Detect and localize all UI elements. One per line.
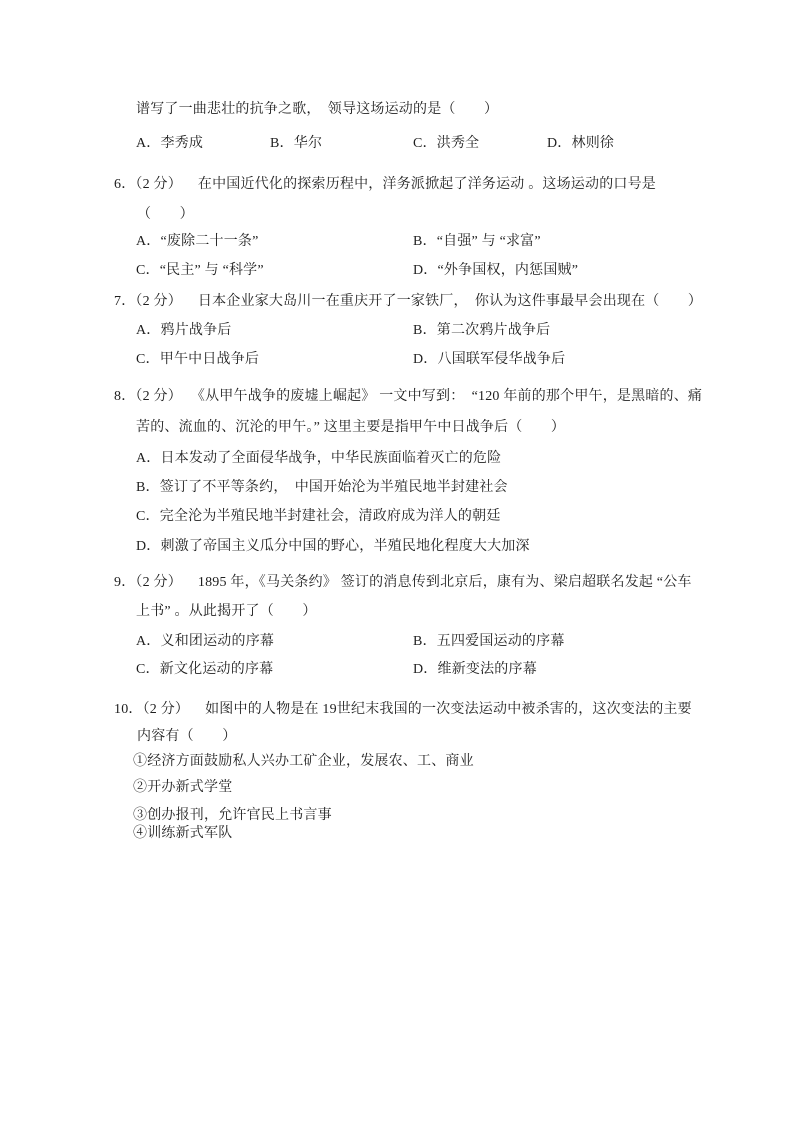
question-8-line-1	[114, 387, 702, 406]
question-8-option-a: A．日本发动了全面侵华战争，中华民族面临着灭亡的危险	[136, 451, 502, 466]
question-8-stem-line-2: 苦的、流血的、沉沦的甲午。” 这里主要是指甲午中日战争后（ ）	[136, 420, 566, 435]
question-7-number: 7．（2 分）	[114, 294, 182, 309]
question-10-item-1: ①经济方面鼓励私人兴办工矿企业，发展农、工、商业	[133, 754, 474, 769]
question-8-option-c: C．完全沦为半殖民地半封建社会，清政府成为洋人的朝廷	[136, 509, 501, 524]
question-6-line-1	[114, 175, 656, 194]
question-9-option-b: B．五四爱国运动的序幕	[413, 634, 565, 649]
question-7-option-d: D．八国联军侵华战争后	[413, 352, 566, 367]
question-7-stem: 日本企业家大岛川一在重庆开了一家铁厂， 你认为这件事最早会出现在（ ）	[197, 294, 703, 309]
question-8-number: 8．（2 分）	[114, 389, 182, 404]
question-6-option-d: D．“外争国权，内惩国贼”	[413, 263, 579, 278]
question-10-item-2: ②开办新式学堂	[133, 780, 233, 795]
question-8-option-d: D．刺激了帝国主义瓜分中国的野心，半殖民地化程度大大加深	[136, 539, 530, 554]
question-6-stem-line-2: （ ）	[137, 207, 194, 222]
question-5-option-b: B．华尔	[270, 136, 323, 151]
question-5-option-d: D．林则徐	[547, 136, 615, 151]
question-9-number: 9．（2 分）	[114, 575, 182, 590]
question-8-option-b: B．签订了不平等条约， 中国开始沦为半殖民地半封建社会	[136, 480, 508, 495]
question-9-stem-line-2: 上书” 。从此揭开了（ ）	[136, 604, 317, 619]
question-10-line-1	[114, 700, 692, 719]
question-6-stem: 在中国近代化的探索历程中，洋务派掀起了洋务运动 。这场运动的口号是	[197, 177, 657, 192]
question-6-option-c: C．“民主” 与 “科学”	[136, 263, 264, 278]
question-9-line-1	[114, 573, 692, 592]
question-5-stem-continuation: 谱写了一曲悲壮的抗争之歌， 领导这场运动的是（ ）	[136, 102, 499, 117]
question-6-number: 6．（2 分）	[114, 177, 182, 192]
question-7-option-a: A．鸦片战争后	[136, 323, 232, 338]
question-5-option-c: C．洪秀全	[413, 136, 480, 151]
question-8-stem: 《从甲午战争的废墟上崛起》 一文中写到： “120 年前的那个甲午，是黑暗的、痛	[197, 389, 703, 404]
question-6-option-b: B．“自强” 与 “求富”	[413, 234, 541, 249]
question-9-option-d: D．维新变法的序幕	[413, 662, 537, 677]
question-9-stem: 1895 年，《马关条约》 签订的消息传到北京后，康有为、梁启超联名发起 “公车	[197, 575, 692, 590]
question-10-number: 10．（2 分）	[114, 702, 190, 717]
question-10-item-4: ④训练新式军队	[133, 826, 233, 841]
question-5-option-a: A．李秀成	[136, 136, 204, 151]
question-10-stem-line-2: 内容有（ ）	[137, 729, 237, 744]
question-7-line-1	[114, 292, 702, 311]
question-6-option-a: A．“废除二十一条”	[136, 234, 259, 249]
question-9-option-c: C．新文化运动的序幕	[136, 662, 274, 677]
question-7-option-b: B．第二次鸦片战争后	[413, 323, 551, 338]
question-9-option-a: A．义和团运动的序幕	[136, 634, 275, 649]
question-10-item-3: ③创办报刊，允许官民上书言事	[133, 808, 332, 823]
question-7-option-c: C．甲午中日战争后	[136, 352, 260, 367]
question-10-stem: 如图中的人物是在 19世纪末我国的一次变法运动中被杀害的，这次变法的主要	[205, 702, 692, 717]
